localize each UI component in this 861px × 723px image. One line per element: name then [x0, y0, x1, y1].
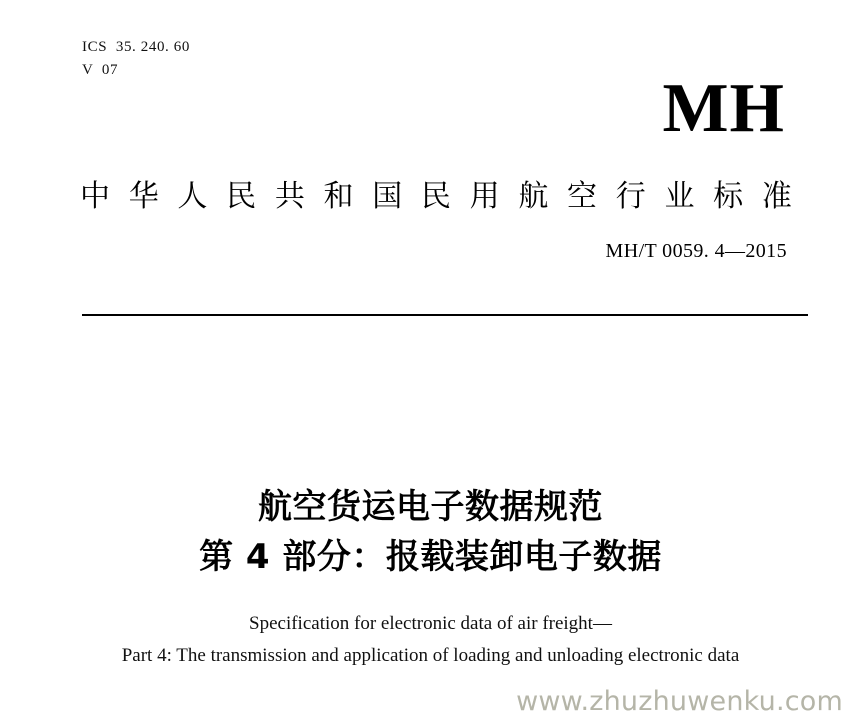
- ics-code: ICS 35. 240. 60: [82, 39, 190, 55]
- heading-char: 标: [713, 179, 744, 214]
- page-subtitle-part: 第 4 部分：报载装卸电子数据: [199, 537, 662, 578]
- english-subtitle-block: [0, 608, 861, 672]
- header-divider-rule: [82, 314, 808, 316]
- category-code: V 07: [82, 62, 119, 79]
- english-title-line-1: Specification for electronic data of air freight—: [249, 613, 612, 634]
- heading-char: 空: [567, 179, 598, 214]
- heading-char: 华: [128, 179, 159, 214]
- heading-char: 业: [664, 179, 695, 214]
- heading-char: 民: [226, 179, 257, 214]
- heading-char: 共: [274, 179, 305, 214]
- heading-char: 民: [420, 179, 451, 214]
- classification-block: [82, 36, 190, 83]
- standard-number: MH/T 0059. 4—2015: [605, 240, 787, 262]
- standard-authority-heading: [80, 178, 792, 216]
- page-title: 航空货运电子数据规范: [258, 487, 603, 527]
- heading-char: 和: [323, 179, 354, 214]
- heading-char: 行: [615, 179, 646, 214]
- heading-char: 中: [80, 179, 110, 214]
- heading-char: 航: [518, 179, 549, 214]
- heading-char: 用: [469, 179, 500, 214]
- heading-char: 准: [761, 179, 792, 214]
- document-title-block: [0, 482, 861, 583]
- mh-emblem: MH: [662, 70, 785, 147]
- site-watermark: www.zhuzhuwenku.com: [516, 686, 843, 717]
- heading-char: 国: [372, 179, 403, 214]
- english-title-line-2: Part 4: The transmission and application of loading and unloading electronic data: [121, 644, 740, 666]
- heading-char: 人: [177, 179, 208, 214]
